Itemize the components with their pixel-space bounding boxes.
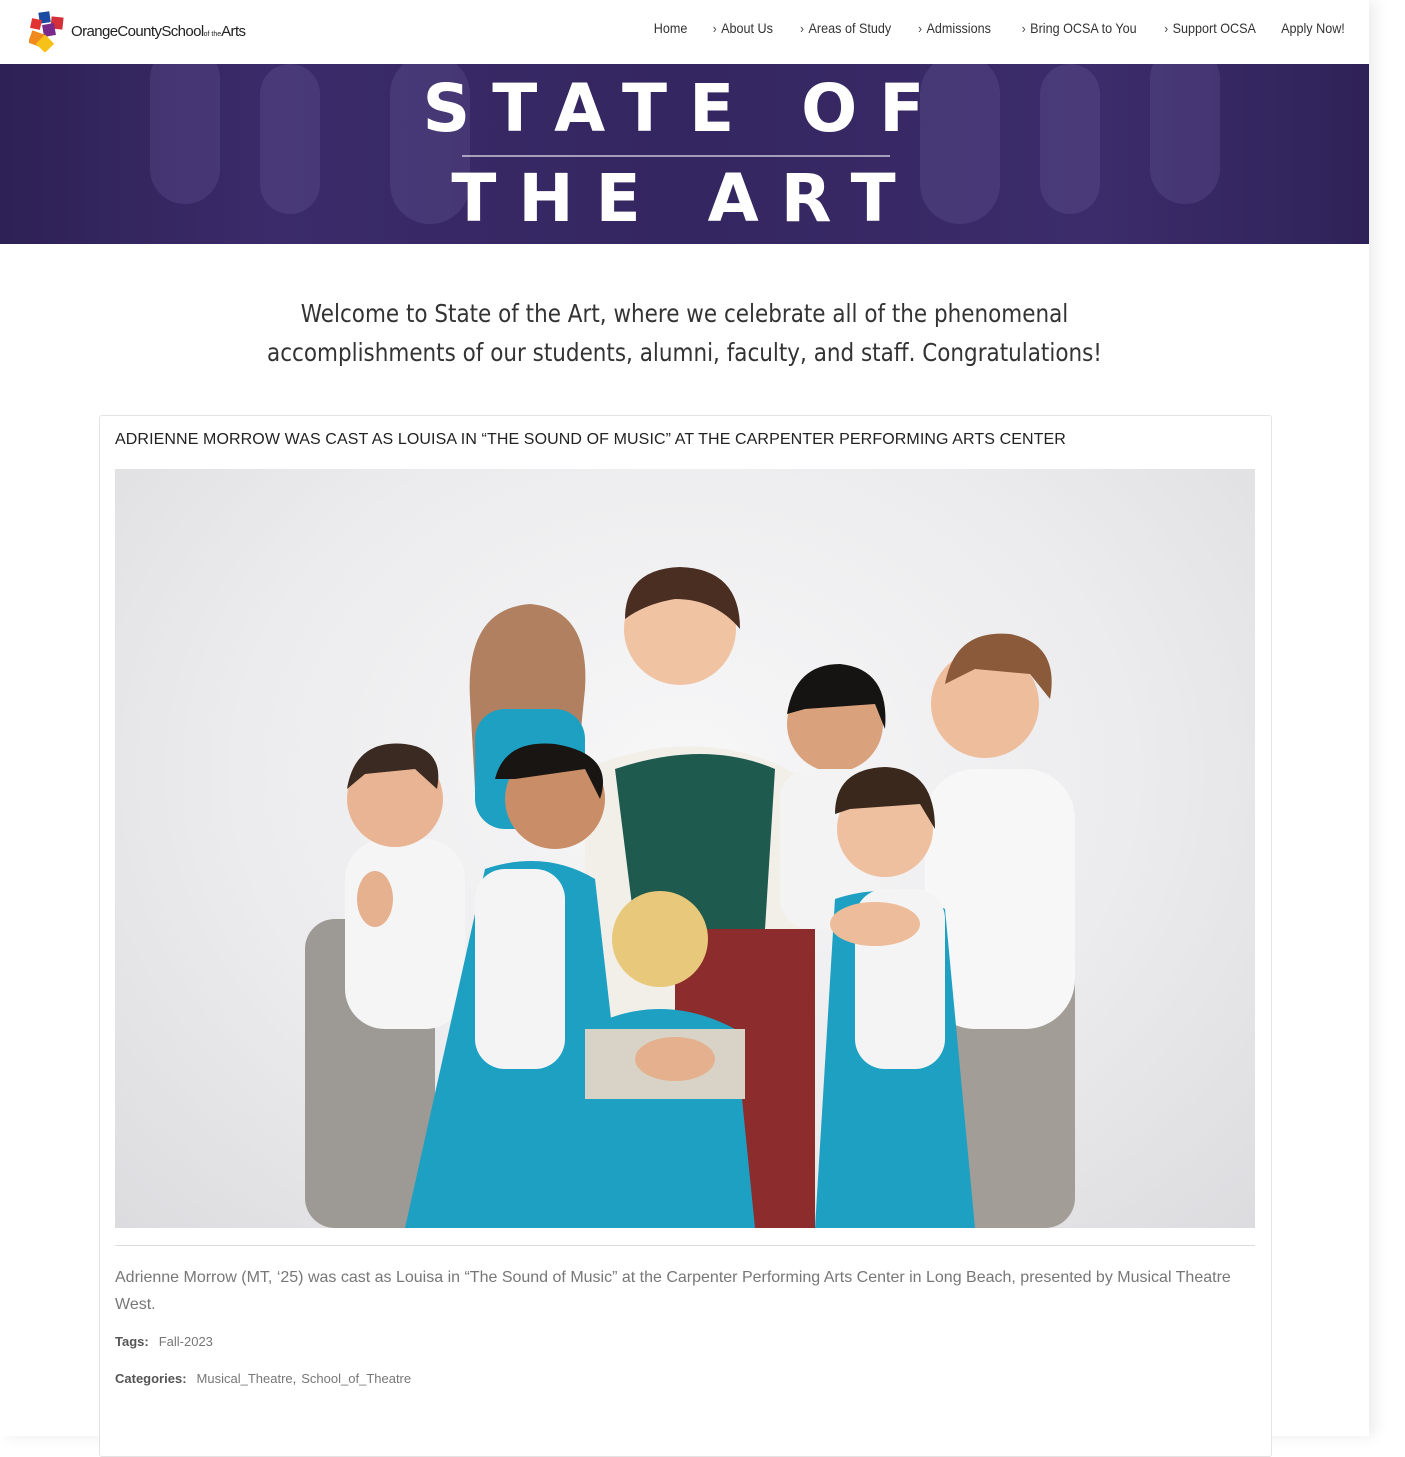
post-card [99, 415, 1272, 1457]
intro-line1: Welcome to State of the Art, where we celebrate all of the phenomenal [300, 299, 1069, 328]
tag-link[interactable]: Fall-2023 [158, 1334, 213, 1349]
nav-item-label: Admissions [926, 20, 991, 36]
nav-item-support-ocsa[interactable] [1164, 20, 1256, 36]
nav-item-admissions[interactable] [918, 20, 991, 36]
main-navigation [632, 20, 1345, 36]
banner-title-line1: STATE OF [422, 70, 947, 147]
category-separator: , [292, 1371, 297, 1386]
intro-line2: accomplishments of our students, alumni, faculty, and staff. Congratulations! [267, 338, 1102, 367]
nav-item-label: About Us [720, 20, 773, 36]
site-logo[interactable] [29, 10, 245, 52]
cast-photo-illustration [115, 469, 1255, 1228]
nav-item-home[interactable] [654, 20, 688, 36]
category-link[interactable]: School_of_Theatre [301, 1371, 412, 1386]
logo-wordmark: OrangeCountySchoolof theArts [71, 22, 246, 40]
site-header [0, 0, 1369, 64]
chevron-right-icon: › [800, 20, 805, 36]
banner-title-line2: THE ART [451, 160, 918, 237]
nav-item-about-us[interactable] [712, 20, 772, 36]
chevron-right-icon: › [1164, 20, 1169, 36]
chevron-right-icon: › [1021, 20, 1026, 36]
post-categories [115, 1371, 411, 1386]
tags-label: Tags: [115, 1334, 149, 1349]
nav-item-label: Areas of Study [808, 20, 892, 36]
post-tags [115, 1334, 213, 1349]
post-divider [115, 1245, 1255, 1246]
nav-item-bring-ocsa-to-you[interactable] [1021, 20, 1136, 36]
category-link[interactable]: Musical_Theatre [196, 1371, 293, 1386]
nav-item-label: Home [653, 20, 688, 36]
post-title[interactable]: ADRIENNE MORROW WAS CAST AS LOUISA IN “THE SOUND OF MUSIC” AT THE CARPENTER PERFORMING ARTS CENTER [115, 431, 1066, 448]
nav-item-label: Apply Now! [1281, 20, 1345, 36]
nav-item-label: Support OCSA [1172, 20, 1257, 36]
post-photo [115, 469, 1255, 1228]
hero-banner [0, 64, 1369, 244]
nav-item-label: Bring OCSA to You [1029, 20, 1137, 36]
categories-label: Categories: [115, 1371, 187, 1386]
intro-text [96, 294, 1273, 372]
banner-divider [462, 155, 890, 157]
ocsa-logo-icon [29, 10, 67, 52]
nav-item-apply-now[interactable] [1281, 20, 1345, 36]
chevron-right-icon: › [917, 20, 922, 36]
chevron-right-icon: › [712, 20, 717, 36]
nav-item-areas-of-study[interactable] [801, 20, 892, 36]
post-caption: Adrienne Morrow (MT, ‘25) was cast as Louisa in “The Sound of Music” at the Carpenter Performing Arts Center in Long Beach, presented by Musical Theatre West. [115, 1269, 1231, 1313]
